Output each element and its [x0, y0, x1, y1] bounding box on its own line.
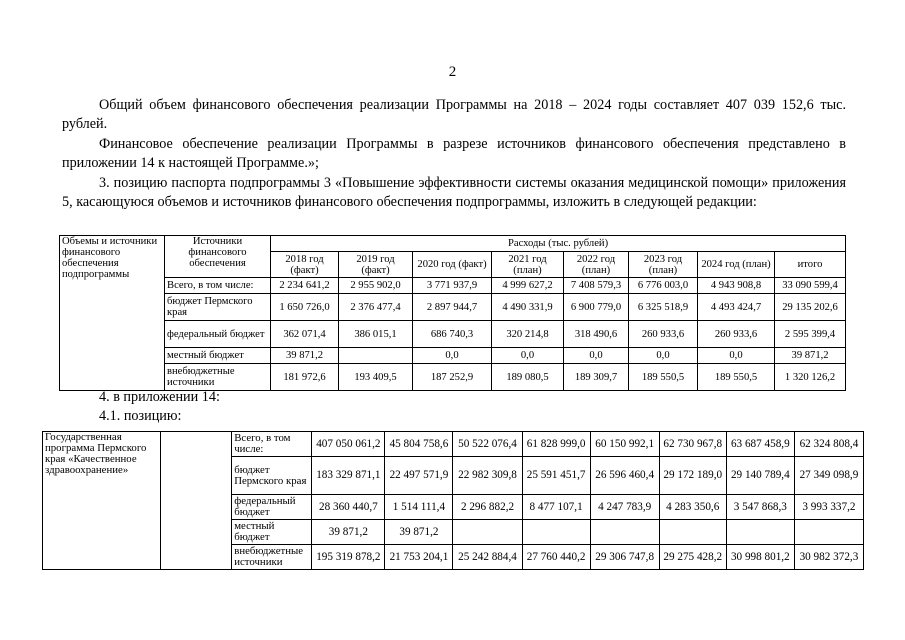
table1-year-header: 2022 год (план) [564, 252, 629, 278]
cell-value: 4 999 627,2 [492, 278, 564, 294]
table1-year-header: 2020 год (факт) [413, 252, 492, 278]
cell-value: 0,0 [492, 348, 564, 364]
cell-value [726, 520, 794, 545]
cell-value [590, 520, 659, 545]
cell-value: 39 871,2 [312, 520, 385, 545]
cell-value: 29 275 428,2 [659, 545, 726, 570]
row-label: федеральный бюджет [165, 321, 271, 348]
cell-value: 28 360 440,7 [312, 495, 385, 520]
row-label: внебюджетные источники [165, 364, 271, 391]
cell-value: 0,0 [698, 348, 775, 364]
cell-value: 189 309,7 [564, 364, 629, 391]
cell-value: 6 776 003,0 [629, 278, 698, 294]
cell-value: 29 135 202,6 [775, 294, 846, 321]
cell-value: 195 319 878,2 [312, 545, 385, 570]
table1-header-volumes: Объемы и источники финансового обеспечения подпрограммы [60, 236, 165, 391]
page-number: 2 [448, 64, 457, 80]
cell-value: 25 242 884,4 [453, 545, 522, 570]
cell-value: 4 490 331,9 [492, 294, 564, 321]
cell-value: 0,0 [413, 348, 492, 364]
cell-value: 1 320 126,2 [775, 364, 846, 391]
cell-value: 62 324 808,4 [794, 432, 863, 457]
cell-value: 27 349 098,9 [794, 457, 863, 495]
cell-value: 2 376 477,4 [339, 294, 413, 321]
paragraph-funding-sources: Финансовое обеспечение реализации Программы в разрезе источников финансового обеспечения представлено в приложении 14 к настоящей Программе.»; [62, 136, 846, 171]
item-position: 4.1. позицию: [99, 408, 182, 424]
cell-value: 4 247 783,9 [590, 495, 659, 520]
cell-value: 6 900 779,0 [564, 294, 629, 321]
cell-value: 260 933,6 [629, 321, 698, 348]
cell-value: 2 897 944,7 [413, 294, 492, 321]
item-appendix-14: 4. в приложении 14: [99, 389, 220, 405]
cell-value: 260 933,6 [698, 321, 775, 348]
cell-value: 3 771 937,9 [413, 278, 492, 294]
program-funding-table [42, 431, 864, 570]
cell-value: 2 234 641,2 [271, 278, 339, 294]
cell-value: 25 591 451,7 [522, 457, 590, 495]
row-label: бюджет Пермского края [165, 294, 271, 321]
cell-value [794, 520, 863, 545]
cell-value: 2 955 902,0 [339, 278, 413, 294]
table-row [60, 321, 846, 348]
cell-value: 30 998 801,2 [726, 545, 794, 570]
table-row [43, 432, 864, 457]
cell-value: 7 408 579,3 [564, 278, 629, 294]
cell-value: 386 015,1 [339, 321, 413, 348]
cell-value: 183 329 871,1 [312, 457, 385, 495]
paragraph-total-funding: Общий объем финансового обеспечения реализации Программы на 2018 – 2024 годы составляет 407 039 152,6 тыс. рублей. [62, 97, 846, 132]
cell-value: 686 740,3 [413, 321, 492, 348]
cell-value: 39 871,2 [385, 520, 453, 545]
row-label: федеральный бюджет [232, 495, 312, 520]
table1-year-header: 2021 год (план) [492, 252, 564, 278]
paragraph-subprogram-3: 3. позицию паспорта подпрограммы 3 «Повышение эффективности системы оказания медицинской помощи» приложения 5, касающуюся объемов и источников финансового обеспечения подпрограммы, изложить в следующей редакции: [62, 175, 846, 210]
cell-value: 22 982 309,8 [453, 457, 522, 495]
cell-value: 8 477 107,1 [522, 495, 590, 520]
cell-value: 0,0 [629, 348, 698, 364]
cell-value: 30 982 372,3 [794, 545, 863, 570]
row-label: Всего, в том числе: [165, 278, 271, 294]
row-label: Всего, в том числе: [232, 432, 312, 457]
cell-value [339, 348, 413, 364]
table-row [60, 348, 846, 364]
cell-value: 189 080,5 [492, 364, 564, 391]
cell-value: 0,0 [564, 348, 629, 364]
table1-header-expenses: Расходы (тыс. рублей) [271, 236, 846, 252]
cell-value: 189 550,5 [698, 364, 775, 391]
cell-value: 63 687 458,9 [726, 432, 794, 457]
subprogram-funding-table [59, 235, 846, 391]
cell-value: 4 283 350,6 [659, 495, 726, 520]
table-row [60, 294, 846, 321]
cell-value [659, 520, 726, 545]
cell-value: 62 730 967,8 [659, 432, 726, 457]
cell-value: 1 650 726,0 [271, 294, 339, 321]
table-row [60, 364, 846, 391]
cell-value: 6 325 518,9 [629, 294, 698, 321]
row-label: местный бюджет [232, 520, 312, 545]
cell-value: 26 596 460,4 [590, 457, 659, 495]
cell-value: 3 547 868,3 [726, 495, 794, 520]
cell-value: 50 522 076,4 [453, 432, 522, 457]
cell-value: 4 493 424,7 [698, 294, 775, 321]
cell-value: 362 071,4 [271, 321, 339, 348]
cell-value: 193 409,5 [339, 364, 413, 391]
row-label: внебюджетные источники [232, 545, 312, 570]
cell-value: 29 306 747,8 [590, 545, 659, 570]
table-row [60, 278, 846, 294]
table1-year-header: 2019 год (факт) [339, 252, 413, 278]
cell-value: 45 804 758,6 [385, 432, 453, 457]
cell-value: 318 490,6 [564, 321, 629, 348]
cell-value: 407 050 061,2 [312, 432, 385, 457]
cell-value: 29 172 189,0 [659, 457, 726, 495]
cell-value [522, 520, 590, 545]
cell-value: 27 760 440,2 [522, 545, 590, 570]
cell-value: 1 514 111,4 [385, 495, 453, 520]
table1-year-header: 2024 год (план) [698, 252, 775, 278]
cell-value: 33 090 599,4 [775, 278, 846, 294]
table2-empty-cell [161, 432, 232, 570]
cell-value: 3 993 337,2 [794, 495, 863, 520]
row-label: местный бюджет [165, 348, 271, 364]
table1-year-header: 2018 год (факт) [271, 252, 339, 278]
cell-value: 39 871,2 [271, 348, 339, 364]
table2-program-name: Государственная программа Пермского края «Качественное здравоохранение» [43, 432, 161, 570]
cell-value: 181 972,6 [271, 364, 339, 391]
cell-value: 39 871,2 [775, 348, 846, 364]
cell-value: 22 497 571,9 [385, 457, 453, 495]
cell-value: 60 150 992,1 [590, 432, 659, 457]
cell-value: 21 753 204,1 [385, 545, 453, 570]
cell-value: 29 140 789,4 [726, 457, 794, 495]
table1-year-header: 2023 год (план) [629, 252, 698, 278]
row-label: бюджет Пермского края [232, 457, 312, 495]
cell-value: 2 296 882,2 [453, 495, 522, 520]
cell-value: 2 595 399,4 [775, 321, 846, 348]
table1-header-sources: Источники финансового обеспечения [165, 236, 271, 278]
cell-value: 187 252,9 [413, 364, 492, 391]
cell-value: 61 828 999,0 [522, 432, 590, 457]
table1-total-header: итого [775, 252, 846, 278]
cell-value: 320 214,8 [492, 321, 564, 348]
cell-value: 4 943 908,8 [698, 278, 775, 294]
cell-value [453, 520, 522, 545]
cell-value: 189 550,5 [629, 364, 698, 391]
